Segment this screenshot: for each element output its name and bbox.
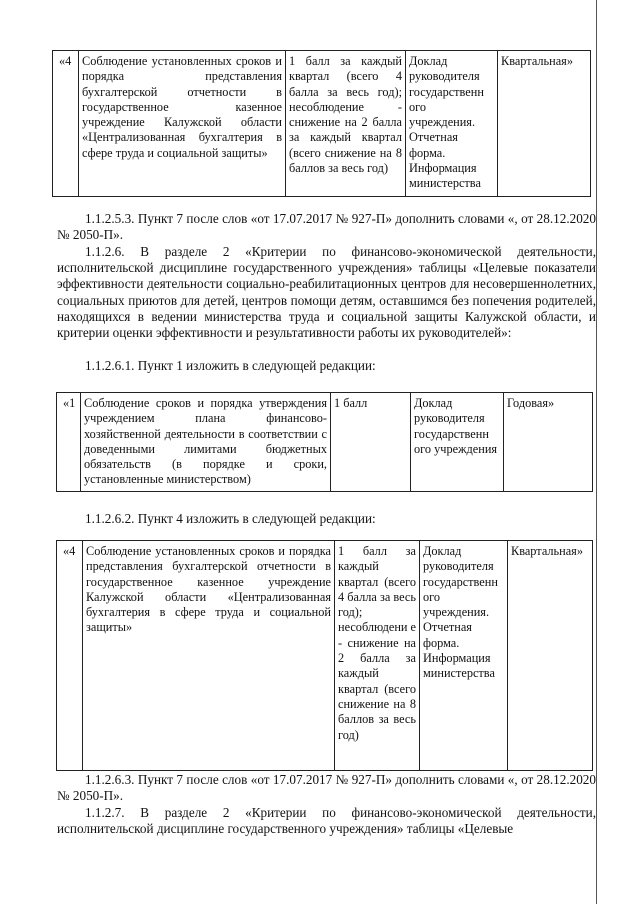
- criteria-table-2: [56, 392, 593, 492]
- criteria-table-3: [56, 540, 593, 771]
- row-number: «4: [53, 51, 79, 197]
- row-number: «1: [57, 393, 81, 492]
- score-cell: 1 балл за каждый квартал (всего 4 балла за весь год); несоблюдение - снижение на 2 балла за каждый квартал (всего снижение на 8 баллов за весь год): [286, 51, 406, 197]
- criterion-cell: Соблюдение установленных сроков и порядка представления бухгалтерской отчетности в государственное казенное учреждение Калужской области «Централизованная бухгалтерия в сфере труда и социальной защиты»: [79, 51, 286, 197]
- paragraph-1-1-2-5-3: 1.1.2.5.3. Пункт 7 после слов «от 17.07.2017 № 927-П» дополнить словами «, от 28.12.2020 № 2050-П».: [57, 211, 596, 243]
- table-row: [57, 393, 593, 492]
- criterion-cell: Соблюдение сроков и порядка утверждения учреждением плана финансово-хозяйственной деятельности в соответствии с доведенными лимитами бюджетных обязательств (в порядке и сроки, установленные министерством): [81, 393, 331, 492]
- score-cell: 1 балл: [331, 393, 411, 492]
- table-row: [53, 51, 591, 197]
- source-cell: Доклад руководителя государственн ого учреждения. Отчетная форма. Информация министерства: [406, 51, 498, 197]
- criteria-table-1: [52, 50, 591, 197]
- paragraph-1-1-2-6-1: 1.1.2.6.1. Пункт 1 изложить в следующей редакции:: [85, 358, 376, 373]
- scan-edge-line: [596, 0, 597, 904]
- paragraph-1-1-2-6: 1.1.2.6. В разделе 2 «Критерии по финансово-экономической деятельности, исполнительской дисциплине государственного учреждения» таблицы «Целевые показатели эффективности деятельности социально-реабилитационных центров для несовершеннолетних, социальных приютов для детей, центров помощи детям, оставшимся без попечения родителей, находящихся в ведении министерства труда и социальной защиты Калужской области, и критерии оценки эффективности и результативности работы их руководителей»:: [57, 244, 596, 341]
- paragraph-1-1-2-6-2: 1.1.2.6.2. Пункт 4 изложить в следующей редакции:: [85, 511, 376, 526]
- criterion-cell: Соблюдение установленных сроков и порядка представления бухгалтерской отчетности в государственное казенное учреждение Калужской области «Централизованная бухгалтерия в сфере труда и социальной защиты»: [83, 541, 335, 771]
- period-cell: Квартальная»: [508, 541, 593, 771]
- source-cell: Доклад руководителя государственн ого учреждения. Отчетная форма. Информация министерства: [420, 541, 508, 771]
- source-cell: Доклад руководителя государственн ого учреждения: [411, 393, 504, 492]
- table-row: [57, 541, 593, 771]
- row-number: «4: [57, 541, 83, 771]
- period-cell: Квартальная»: [498, 51, 591, 197]
- paragraph-1-1-2-7: 1.1.2.7. В разделе 2 «Критерии по финансово-экономической деятельности, исполнительской дисциплине государственного учреждения» таблицы «Целевые: [57, 805, 596, 837]
- paragraph-1-1-2-6-3: 1.1.2.6.3. Пункт 7 после слов «от 17.07.2017 № 927-П» дополнить словами «, от 28.12.2020 № 2050-П».: [57, 772, 596, 804]
- period-cell: Годовая»: [504, 393, 593, 492]
- score-cell: 1 балл за каждый квартал (всего 4 балла за весь год); несоблюдени е - снижение на 2 балла за каждый квартал (всего снижение на 8 баллов за весь год): [335, 541, 420, 771]
